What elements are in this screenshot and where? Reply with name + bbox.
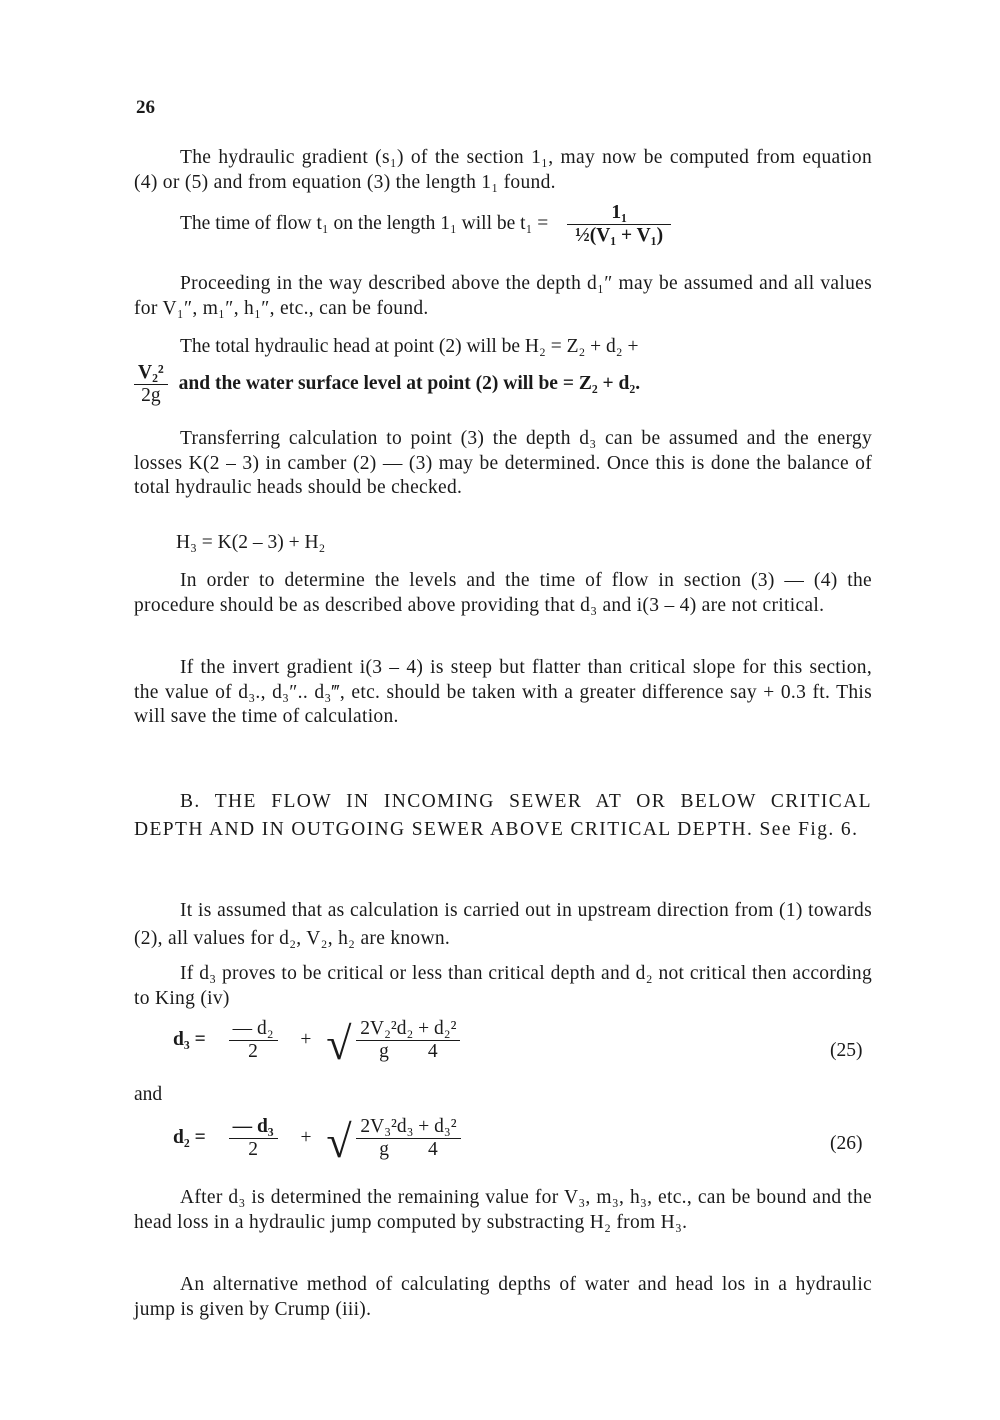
paragraph-transferring: Transferring calculation to point (3) the depth d₃ can be assumed and the energy losses K(2 – 3) in camber (2) — (3) may be determined. Once this is done the balance of total hydraulic heads should be checked. [134,428,872,498]
page-number: 26 [136,97,155,118]
paragraph-if-d3: If d₃ proves to be critical or less than critical depth and d₂ not critical then according to King (iv) [134,963,872,1009]
eq26-plus: + [300,1126,312,1148]
section-heading-b: B. THE FLOW IN INCOMING SEWER AT OR BELOW CRITICAL DEPTH AND IN OUTGOING SEWER ABOVE CRITICAL DEPTH. See Fig. 6. [134,791,872,840]
water-surface-text: and the water surface level at point (2) will be = Z₂ + d₂. [178,372,641,394]
eq25-denominator: 2 [229,1040,278,1063]
total-head-line: The total hydraulic head at point (2) will be H₂ = Z₂ + d₂ + [180,336,639,357]
velocity-head-fraction [134,362,168,407]
eq25-numerator: — d₂ [232,1018,274,1039]
paragraph-alternative: An alternative method of calculating depths of water and head los in a hydraulic jump is given by Crump (iii). [134,1274,872,1320]
time-of-flow-fraction [567,202,671,247]
eq25-number: (25) [830,1040,863,1061]
fraction-numerator: 1₁ [611,202,627,223]
paragraph-hydraulic-gradient: The hydraulic gradient (s₁) of the section 1₁, may now be computed from equation (4) or (5) and from equation (3) the length 1₁ found. [134,147,872,193]
eq26-denominator: 2 [229,1138,278,1161]
fraction-denominator: ½(V₁ + V₁) [567,224,671,247]
eq26-radicand-numerator: 2V₃²d₃ + d₃² [360,1116,457,1137]
equation-h3: H₃ = K(2 – 3) + H₂ [176,532,326,553]
eq26-fraction [229,1116,278,1161]
fraction-denominator: 2g [134,384,168,407]
paragraph-after-d3: After d₃ is determined the remaining value for V₃, m₃, h₃, etc., can be bound and the head loss in a hydraulic jump computed by substracting H₂ from H₃. [134,1187,872,1233]
paragraph-assumed: It is assumed that as calculation is carried out in upstream direction from (1) towards (2), all values for d₂, V₂, h₂ are known. [134,900,872,949]
eq26-lhs: d₂ = [173,1126,206,1148]
and-word: and [134,1084,163,1105]
eq25-fraction [229,1018,278,1063]
equation-26 [173,1116,461,1167]
paragraph-in-order: In order to determine the levels and the time of flow in section (3) — (4) the procedure should be as described above providing that d₃ and i(3 – 4) are not critical. [134,570,872,616]
paragraph-invert-gradient: If the invert gradient i(3 – 4) is steep but flatter than critical slope for this section, the value of d₃., d₃″.. d₃‴, etc. should be taken with a greater difference say + 0.3 ft. This will save the time of calculation. [134,657,872,727]
equation-25 [173,1018,460,1069]
fraction-numerator: V₂² [138,362,164,383]
eq25-radicand-denominator: g 4 [356,1040,460,1063]
paragraph-proceeding: Proceeding in the way described above the depth d₁″ may be assumed and all values for V₁″, m₁″, h₁″, etc., can be found. [134,273,872,319]
eq25-radicand-numerator: 2V₂²d₂ + d₂² [360,1018,457,1039]
time-of-flow-equation [180,202,671,247]
eq25-radical [326,1018,460,1069]
square-root-icon: √ [326,1018,352,1069]
eq25-lhs: d₃ = [173,1028,206,1050]
eq25-radicand [356,1018,460,1063]
square-root-icon: √ [326,1116,352,1167]
eq26-numerator: — d₃ [232,1116,274,1137]
eq26-number: (26) [830,1133,863,1154]
time-of-flow-text: The time of flow t₁ on the length 1₁ will be t₁ = [180,212,549,234]
eq26-radicand [356,1116,460,1161]
eq26-radicand-denominator: g 4 [356,1138,460,1161]
water-surface-line [134,362,640,407]
eq25-plus: + [300,1028,312,1050]
eq26-radical [326,1116,460,1167]
